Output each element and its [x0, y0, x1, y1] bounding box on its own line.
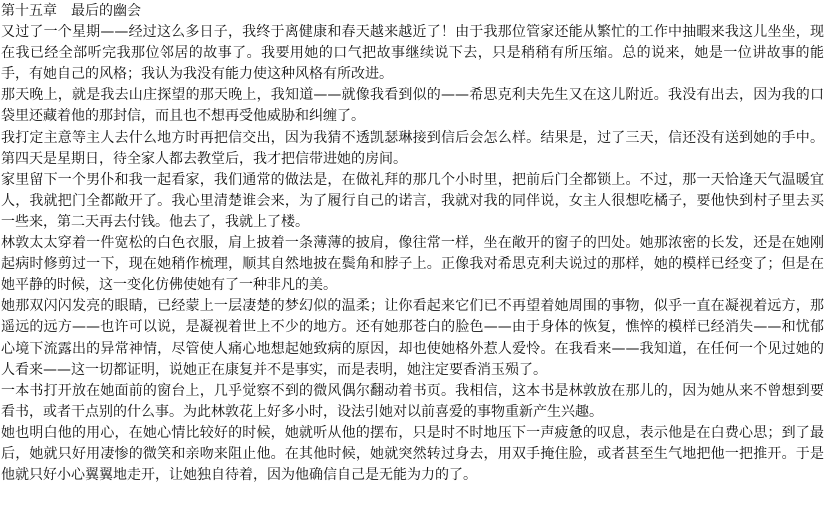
paragraph-4: 家里留下一个男仆和我一起看家，我们通常的做法是，在做礼拜的那几个小时里，把前后门全都锁上。不过，那一天恰逢天气温暖宜人，我就把门全都敞开了。我心里清楚谁会来，为了履行自己的诺言，我就对我的同伴说，女主人很想吃橘子，要他快到村子里去买一些来，第二天再去付钱。他去了，我就上了楼。 — [1, 171, 824, 230]
paragraph-8: 她也明白他的用心，在她心情比较好的时候，她就听从他的摆布，只是时不时地压下一声疲惫的叹息，表示他是在白费心思；到了最后，她就只好用凄惨的微笑和亲吻来阻止他。在其他时候，她就突然转过身去，用双手掩住脸，或者甚至生气地把他一把推开。于是他就只好小心翼翼地走开，让她独自待着，因为他确信自己是无能为力的了。 — [1, 424, 824, 484]
chapter-title: 第十五章 最后的幽会 — [1, 3, 141, 19]
paragraph-3: 我打定主意等主人去什么地方时再把信交出，因为我猜不透凯瑟琳接到信后会怎么样。结果是，过了三天，信还没有送到她的手中。第四天是星期日，待全家人都去教堂后，我才把信带进她的房间。 — [1, 129, 824, 167]
paragraph-7: 一本书打开放在她面前的窗台上，几乎觉察不到的微风偶尔翻动着书页。我相信，这本书是林敦放在那儿的，因为她从来不曾想到要看书，或者干点别的什么事。为此林敦花上好多小时，设法引她对以前喜爱的事物重新产生兴趣。 — [1, 382, 824, 420]
paragraph-6: 她那双闪闪发亮的眼睛，已经蒙上一层凄楚的梦幻似的温柔；让你看起来它们已不再望着她周围的事物，似乎一直在凝视着远方，那遥远的远方——也许可以说，是凝视着世上不少的地方。还有她那苍白的脸色——由于身体的恢复，憔悴的模样已经消失——和忧郁心境下流露出的异常神情，尽管使人痛心地想起她致病的原因，却也使她格外惹人爱怜。在我看来——我知道，在任何一个见过她的人看来——这一切都证明，说她正在康复并不是事实，而是表明，她注定要香消玉殒了。 — [1, 298, 824, 378]
paragraph-2: 那天晚上，就是我去山庄探望的那天晚上，我知道——就像我看到似的——希思克利夫先生又在这儿附近。我没有出去，因为我的口袋里还藏着他的那封信，而且也不想再受他威胁和纠缠了。 — [1, 87, 824, 125]
paragraph-1: 又过了一个星期——经过这么多日子，我终于离健康和春天越来越近了！由于我那位管家还能从繁忙的工作中抽暇来我这儿坐坐，现在我已经全部听完我那位邻居的故事了。我要用她的口气把故事继续说下去，只是稍稍有所压缩。总的说来，她是一位讲故事的能手，有她自己的风格；我认为我没有能力使这种风格有所改进。 — [1, 24, 824, 83]
paragraph-5: 林敦太太穿着一件宽松的白色衣服，肩上披着一条薄薄的披肩，像往常一样，坐在敞开的窗子的凹处。她那浓密的长发，还是在她刚起病时修剪过一下，现在她稍作梳理，顺其自然地披在鬓角和脖子上。正像我对希思克利夫说过的那样，她的模样已经变了；但是在她平静的时候，这一变化仿佛使她有了一种非凡的美。 — [1, 235, 824, 294]
